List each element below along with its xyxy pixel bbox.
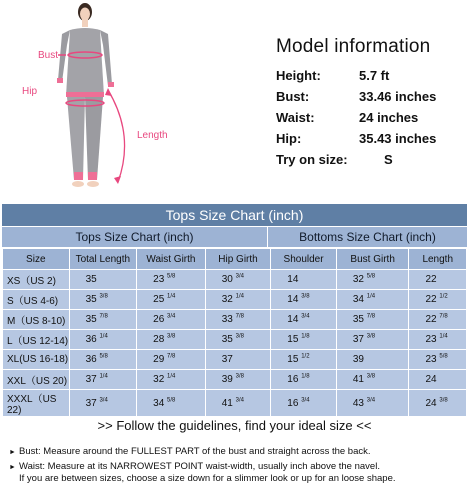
- model-illustration: [0, 0, 200, 205]
- length-label: Length: [137, 130, 168, 141]
- cell-fraction: 5/8: [167, 273, 176, 280]
- cell-shoulder: [271, 330, 336, 349]
- triangle-bullet-icon: ►: [9, 449, 16, 456]
- cell-value: 37: [85, 397, 97, 409]
- cell-hip-girth: [206, 350, 271, 369]
- info-row-height: [276, 68, 466, 89]
- cell-bust-girth: [337, 270, 409, 289]
- pants-garment: [67, 97, 85, 180]
- cell-value: 36: [85, 334, 97, 345]
- note-between-sizes: [9, 473, 396, 485]
- cell-value: 22: [425, 274, 437, 285]
- cell-fraction: 3/4: [235, 273, 244, 280]
- group-header-row: [2, 227, 467, 247]
- info-value: 5.7 ft: [359, 68, 390, 83]
- cell-length: [409, 310, 466, 329]
- cell-fraction: 5/8: [167, 397, 176, 404]
- cell-bust-girth: [337, 350, 409, 369]
- cell-size: [3, 350, 69, 369]
- cell-fraction: 1/8: [301, 373, 310, 380]
- cell-hip-girth: [206, 330, 271, 349]
- cell-value: XS（US 2): [7, 276, 56, 287]
- info-value: 24 inches: [359, 110, 419, 125]
- cell-value: 35: [85, 294, 97, 305]
- info-row-try-on-size: [276, 152, 466, 173]
- cell-size: [3, 270, 69, 289]
- cell-fraction: 7/8: [366, 313, 376, 320]
- size-table: [2, 248, 467, 417]
- cell-hip-girth: [206, 310, 271, 329]
- triangle-bullet-icon: ►: [9, 464, 16, 471]
- cell-size: [3, 370, 69, 389]
- cell-fraction: 5/8: [366, 273, 376, 280]
- cell-length: [409, 330, 466, 349]
- cell-value: 14: [287, 274, 299, 285]
- cell-fraction: 3/8: [167, 333, 176, 340]
- cell-fraction: 3/4: [301, 397, 310, 404]
- column-header: Shoulder: [271, 249, 336, 269]
- cell-total-length: [70, 350, 137, 369]
- cell-value: 23: [153, 274, 165, 285]
- cell-size: [3, 330, 69, 349]
- cell-size: [3, 310, 69, 329]
- cell-fraction: 1/4: [167, 373, 176, 380]
- cell-fraction: 3/8: [439, 397, 448, 404]
- cell-total-length: [70, 390, 137, 416]
- cell-value: 41: [352, 374, 364, 385]
- cell-fraction: 3/4: [235, 397, 244, 404]
- info-key: Bust:: [276, 89, 310, 104]
- cell-waist-girth: [137, 350, 205, 369]
- cell-value: S（US 4-6): [7, 296, 59, 307]
- bust-label: Bust: [38, 50, 59, 61]
- cell-value: 32: [221, 294, 233, 305]
- cell-length: [409, 350, 466, 369]
- cell-fraction: 1/4: [235, 293, 244, 300]
- cell-shoulder: [271, 390, 336, 416]
- cell-value: 15: [287, 354, 299, 365]
- cell-value: 29: [153, 354, 165, 365]
- cell-fraction: 5/8: [99, 353, 108, 360]
- table-row: [3, 370, 466, 389]
- cell-fraction: 1/4: [167, 293, 176, 300]
- info-value: 35.43 inches: [359, 131, 437, 146]
- table-header-row: [3, 249, 466, 269]
- cell-value: 23: [425, 354, 437, 365]
- cell-value: 28: [153, 334, 165, 345]
- info-key: Try on size:: [276, 152, 348, 167]
- cell-fraction: 1/4: [439, 333, 448, 340]
- cell-size: [3, 290, 69, 309]
- cell-value: 39: [352, 354, 364, 365]
- cell-fraction: 3/8: [99, 293, 108, 300]
- model-information: [276, 36, 466, 173]
- cell-hip-girth: [206, 390, 271, 416]
- cell-value: 41: [221, 397, 233, 409]
- cell-bust-girth: [337, 310, 409, 329]
- cell-waist-girth: [137, 370, 205, 389]
- cell-value: XXXL（US 22): [7, 394, 57, 416]
- cell-fraction: 1/2: [439, 293, 448, 300]
- table-row: [3, 390, 466, 416]
- tops-group-header: Tops Size Chart (inch): [2, 227, 267, 247]
- cell-bust-girth: [337, 370, 409, 389]
- waistband: [66, 92, 104, 97]
- note-text: If you are between sizes, choose a size down for a slimmer look or up for an loose shape.: [19, 473, 396, 484]
- cell-fraction: 3/4: [301, 313, 310, 320]
- cell-value: 37: [85, 374, 97, 385]
- length-indicator: [108, 90, 125, 182]
- cell-bust-girth: [337, 290, 409, 309]
- cell-value: 43: [352, 397, 364, 409]
- cell-hip-girth: [206, 270, 271, 289]
- cell-fraction: 1/4: [99, 333, 108, 340]
- info-value: 33.46 inches: [359, 89, 437, 104]
- column-header: Hip Girth: [206, 249, 271, 269]
- info-value: S: [384, 152, 393, 167]
- info-key: Height:: [276, 68, 321, 83]
- cell-fraction: 3/4: [167, 313, 176, 320]
- info-row-hip: [276, 131, 466, 152]
- cell-size: [3, 390, 69, 416]
- cell-fraction: 1/8: [301, 333, 310, 340]
- note-text: Bust: Measure around the FULLEST PART of the bust and straight across the back.: [19, 446, 371, 457]
- cell-value: 26: [153, 314, 165, 325]
- cell-waist-girth: [137, 390, 205, 416]
- table-row: [3, 290, 466, 309]
- cell-total-length: [70, 330, 137, 349]
- cell-fraction: 7/8: [439, 313, 448, 320]
- column-header: Waist Girth: [137, 249, 205, 269]
- cell-fraction: 3/8: [366, 373, 376, 380]
- hip-label: Hip: [22, 86, 38, 97]
- cell-total-length: [70, 370, 137, 389]
- table-row: [3, 270, 466, 289]
- cell-hip-girth: [206, 370, 271, 389]
- cell-fraction: 7/8: [167, 353, 176, 360]
- column-header: Total Length: [70, 249, 137, 269]
- cell-fraction: 7/8: [99, 313, 108, 320]
- cell-value: 30: [221, 274, 233, 285]
- cell-bust-girth: [337, 330, 409, 349]
- cell-value: M（US 8-10): [7, 316, 66, 327]
- cell-value: 37: [352, 334, 364, 345]
- cell-waist-girth: [137, 310, 205, 329]
- cell-value: 32: [352, 274, 364, 285]
- cell-value: XXL（US 20): [7, 376, 68, 387]
- cell-shoulder: [271, 310, 336, 329]
- cell-value: 36: [85, 354, 97, 365]
- top-garment: [66, 28, 104, 98]
- cell-value: 32: [153, 374, 165, 385]
- cell-length: [409, 390, 466, 416]
- cell-fraction: 3/8: [301, 293, 310, 300]
- info-row-waist: [276, 110, 466, 131]
- cell-value: 16: [287, 374, 299, 385]
- cell-value: 14: [287, 314, 299, 325]
- note-bust: [9, 446, 371, 459]
- cell-length: [409, 290, 466, 309]
- cell-fraction: 3/8: [235, 373, 244, 380]
- cell-fraction: 3/4: [99, 397, 108, 404]
- cell-length: [409, 370, 466, 389]
- cell-total-length: [70, 270, 137, 289]
- cell-value: 39: [221, 374, 233, 385]
- cell-fraction: 1/4: [366, 293, 376, 300]
- cell-value: 16: [287, 397, 299, 409]
- cell-fraction: 3/8: [235, 333, 244, 340]
- cell-fraction: 1/4: [99, 373, 108, 380]
- info-key: Waist:: [276, 110, 315, 125]
- cell-value: 35: [85, 314, 97, 325]
- cell-total-length: [70, 310, 137, 329]
- cell-value: 14: [287, 294, 299, 305]
- cell-value: L（US 12-14): [7, 336, 69, 347]
- table-row: [3, 310, 466, 329]
- cell-value: 35: [352, 314, 364, 325]
- cell-value: 23: [425, 334, 437, 345]
- cell-fraction: 3/4: [366, 397, 376, 404]
- cell-length: [409, 270, 466, 289]
- column-header: Length: [409, 249, 466, 269]
- cell-fraction: 5/8: [439, 353, 448, 360]
- cell-bust-girth: [337, 390, 409, 416]
- size-chart-title: Tops Size Chart (inch): [2, 204, 467, 226]
- table-row: [3, 330, 466, 349]
- cell-value: 25: [153, 294, 165, 305]
- cell-value: 33: [221, 314, 233, 325]
- column-header: Bust Girth: [337, 249, 409, 269]
- cell-waist-girth: [137, 330, 205, 349]
- model-info-title: Model information: [276, 36, 431, 57]
- cell-value: 24: [425, 374, 437, 385]
- cell-shoulder: [271, 350, 336, 369]
- model-figure: [0, 0, 200, 200]
- cell-value: XL(US 16-18): [7, 354, 69, 365]
- cell-value: 22: [425, 314, 437, 325]
- info-row-bust: [276, 89, 466, 110]
- cell-value: 35: [85, 274, 97, 285]
- guidelines-heading: >> Follow the guidelines, find your ideal size <<: [97, 418, 372, 433]
- cell-fraction: 1/2: [301, 353, 310, 360]
- table-row: [3, 350, 466, 369]
- bottoms-group-header: Bottoms Size Chart (inch): [268, 227, 467, 247]
- info-key: Hip:: [276, 131, 302, 146]
- cell-value: 34: [153, 397, 165, 409]
- cell-fraction: 7/8: [235, 313, 244, 320]
- size-chart: [2, 204, 467, 416]
- note-text: Waist: Measure at its NARROWEST POINT waist-width, usually inch above the navel.: [19, 461, 380, 472]
- cell-value: 22: [425, 294, 437, 305]
- cell-waist-girth: [137, 270, 205, 289]
- cell-fraction: 3/8: [366, 333, 376, 340]
- cell-shoulder: [271, 370, 336, 389]
- column-header: Size: [3, 249, 69, 269]
- cell-shoulder: [271, 290, 336, 309]
- cell-waist-girth: [137, 290, 205, 309]
- cell-value: 35: [221, 334, 233, 345]
- cell-total-length: [70, 290, 137, 309]
- cell-value: 15: [287, 334, 299, 345]
- cell-shoulder: [271, 270, 336, 289]
- cell-hip-girth: [206, 290, 271, 309]
- size-table-body: [3, 270, 466, 416]
- cell-value: 34: [352, 294, 364, 305]
- cell-value: 37: [221, 354, 233, 365]
- cell-value: 24: [425, 397, 437, 409]
